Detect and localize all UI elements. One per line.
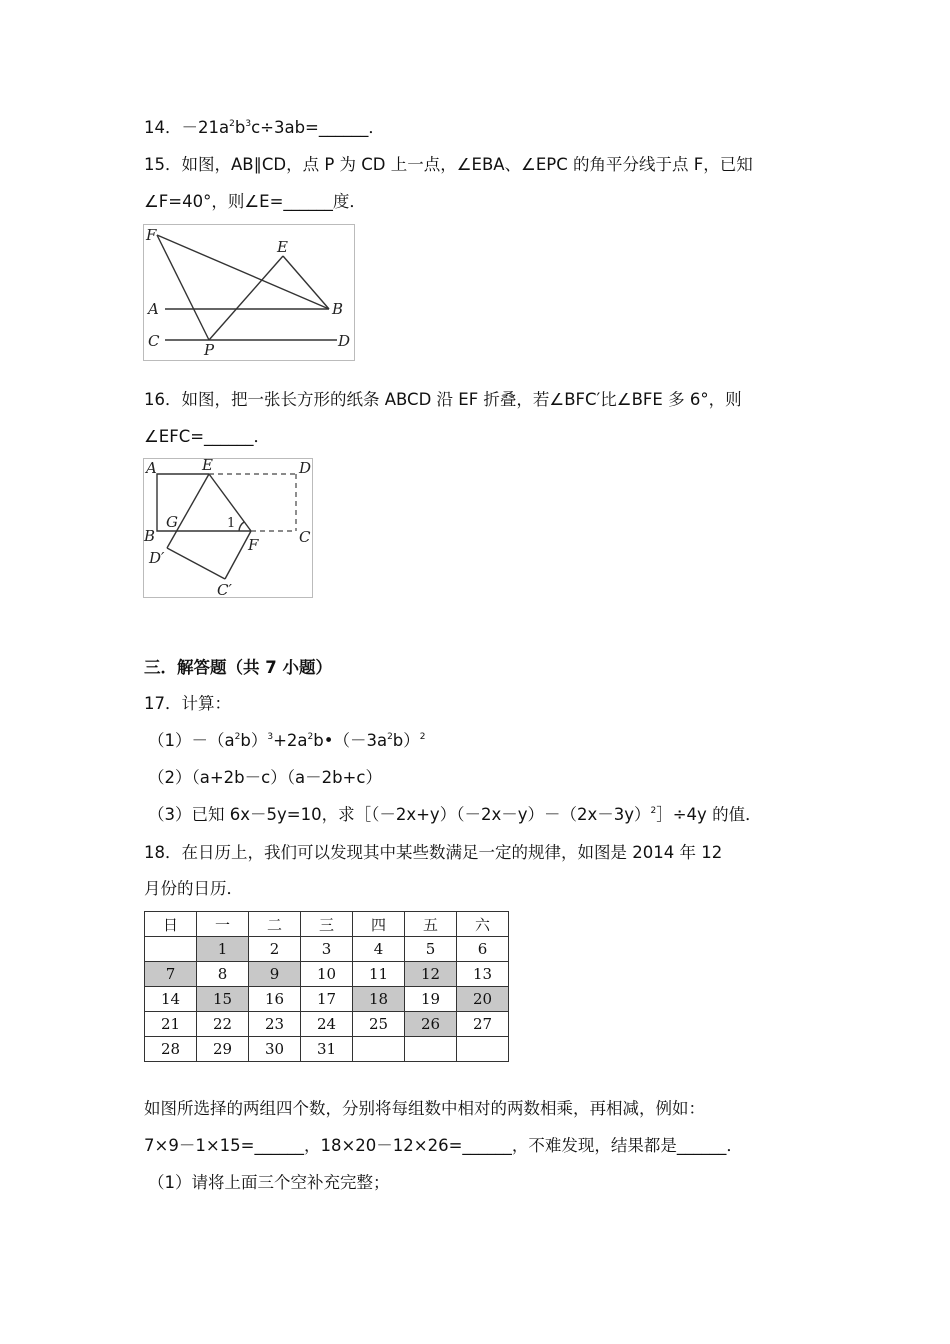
q17-part-3 <box>148 803 762 827</box>
calendar-cell-highlighted: 12 <box>405 962 457 987</box>
q15-label-p: P <box>204 341 215 359</box>
q17-p1-a: （1）－（a <box>148 731 235 750</box>
q17-p1-d: b•（－3a <box>313 731 388 750</box>
q14-text-a: 14．－21a <box>144 118 230 137</box>
calendar-cell: 24 <box>301 1012 353 1037</box>
q17-p1-f: b） <box>392 731 420 750</box>
q15-label-c: C <box>148 332 160 350</box>
calendar-cell <box>145 937 197 962</box>
question-18-line-1: 18．在日历上，我们可以发现其中某些数满足一定的规律，如图是 2014 年 12 <box>144 843 723 862</box>
calendar-header: 四 <box>353 912 405 937</box>
q15-label-b: B <box>332 300 344 318</box>
calendar-cell-highlighted: 18 <box>353 987 405 1012</box>
q16-label-c: C <box>299 528 311 546</box>
question-16-line-1: 16．如图，把一张长方形的纸条 ABCD 沿 EF 折叠，若∠BFC′比∠BFE 多 6°，则 <box>144 390 742 409</box>
calendar-table <box>144 911 509 1062</box>
calendar-cell-highlighted: 7 <box>145 962 197 987</box>
q15-label-a: A <box>148 300 159 318</box>
calendar-cell: 11 <box>353 962 405 987</box>
calendar-cell: 21 <box>145 1012 197 1037</box>
q15-label-f: F <box>146 226 157 244</box>
q17-p1-b: b） <box>240 731 268 750</box>
q16-label-a: A <box>146 459 157 477</box>
calendar-cell: 4 <box>353 937 405 962</box>
calendar-header-row <box>145 912 509 937</box>
q16-label-e: E <box>202 458 213 474</box>
calendar-cell: 29 <box>197 1037 249 1062</box>
q14-exp-1: 2 <box>229 119 235 129</box>
calendar-cell: 13 <box>457 962 509 987</box>
calendar-cell: 14 <box>145 987 197 1012</box>
question-16-line-2: ∠EFC=______． <box>144 427 271 446</box>
q14-exp-2: 3 <box>245 119 252 129</box>
calendar-cell: 2 <box>249 937 301 962</box>
q14-text-c: c÷3ab=______． <box>251 118 385 137</box>
calendar-cell: 16 <box>249 987 301 1012</box>
q17-p1-e2: 3 <box>267 732 274 742</box>
calendar-row <box>145 1012 509 1037</box>
question-18-line-5: （1）请将上面三个空补充完整； <box>148 1173 390 1192</box>
calendar-cell-highlighted: 1 <box>197 937 249 962</box>
question-17-title: 17．计算： <box>144 694 231 713</box>
calendar-header: 二 <box>249 912 301 937</box>
question-14 <box>144 116 385 140</box>
q17-p3-e: 2 <box>650 806 657 816</box>
calendar-cell-highlighted: 9 <box>249 962 301 987</box>
q17-p1-e5: 2 <box>419 732 426 742</box>
calendar-row <box>145 937 509 962</box>
calendar-row <box>145 1037 509 1062</box>
calendar-row <box>145 987 509 1012</box>
q17-part-1 <box>148 729 426 753</box>
calendar-row <box>145 962 509 987</box>
calendar-cell: 5 <box>405 937 457 962</box>
q17-p1-e1: 2 <box>234 732 241 742</box>
calendar-header: 三 <box>301 912 353 937</box>
calendar-header: 日 <box>145 912 197 937</box>
calendar-header: 一 <box>197 912 249 937</box>
question-18-line-3: 如图所选择的两组四个数，分别将每组数中相对的两数相乘，再相减，例如： <box>144 1099 705 1118</box>
calendar-cell: 22 <box>197 1012 249 1037</box>
calendar-cell <box>405 1037 457 1062</box>
question-18-line-2: 月份的日历． <box>144 879 243 898</box>
calendar-cell <box>457 1037 509 1062</box>
q15-label-d: D <box>338 332 351 350</box>
q17-p3-a: （3）已知 6x－5y=10，求［（－2x+y）（－2x－y）－（2x－3y） <box>148 805 651 824</box>
q15-label-e: E <box>277 238 288 256</box>
calendar-header: 五 <box>405 912 457 937</box>
q16-label-1: 1 <box>227 516 236 531</box>
q15-figure <box>143 224 355 361</box>
calendar-cell: 19 <box>405 987 457 1012</box>
calendar-cell-highlighted: 26 <box>405 1012 457 1037</box>
q16-label-d: D <box>299 459 312 477</box>
q17-p1-e4: 2 <box>387 732 393 742</box>
calendar-cell: 27 <box>457 1012 509 1037</box>
calendar-cell: 8 <box>197 962 249 987</box>
calendar-cell: 25 <box>353 1012 405 1037</box>
q16-label-f: F <box>248 536 259 554</box>
calendar-header: 六 <box>457 912 509 937</box>
q14-text-b: b <box>234 118 246 137</box>
calendar-cell <box>353 1037 405 1062</box>
calendar-cell: 17 <box>301 987 353 1012</box>
section-3-heading: 三．解答题（共 7 小题） <box>144 658 332 677</box>
q16-label-c-prime: C′ <box>217 581 232 598</box>
calendar-cell-highlighted: 20 <box>457 987 509 1012</box>
q17-p1-c: +2a <box>273 731 308 750</box>
question-15-line-2: ∠F=40°，则∠E=______度． <box>144 192 366 211</box>
calendar-cell: 23 <box>249 1012 301 1037</box>
q16-figure <box>143 458 313 598</box>
q17-part-2: （2）（a+2b－c）（a－2b+c） <box>148 768 382 787</box>
q17-p3-b: ］÷4y 的值． <box>656 805 762 824</box>
q16-label-d-prime: D′ <box>149 549 165 567</box>
calendar-cell: 30 <box>249 1037 301 1062</box>
q16-label-b: B <box>144 527 156 545</box>
question-15-line-1: 15．如图，AB∥CD，点 P 为 CD 上一点，∠EBA、∠EPC 的角平分线于点 F，已知 <box>144 155 753 174</box>
calendar-cell: 28 <box>145 1037 197 1062</box>
calendar-cell: 10 <box>301 962 353 987</box>
question-18-line-4: 7×9－1×15=______，18×20－12×26=______，不难发现，结果都是______． <box>144 1136 743 1155</box>
calendar-cell: 31 <box>301 1037 353 1062</box>
q17-p1-e3: 2 <box>307 732 314 742</box>
calendar-cell: 3 <box>301 937 353 962</box>
q16-label-g: G <box>166 513 178 531</box>
calendar-cell: 6 <box>457 937 509 962</box>
calendar-cell-highlighted: 15 <box>197 987 249 1012</box>
